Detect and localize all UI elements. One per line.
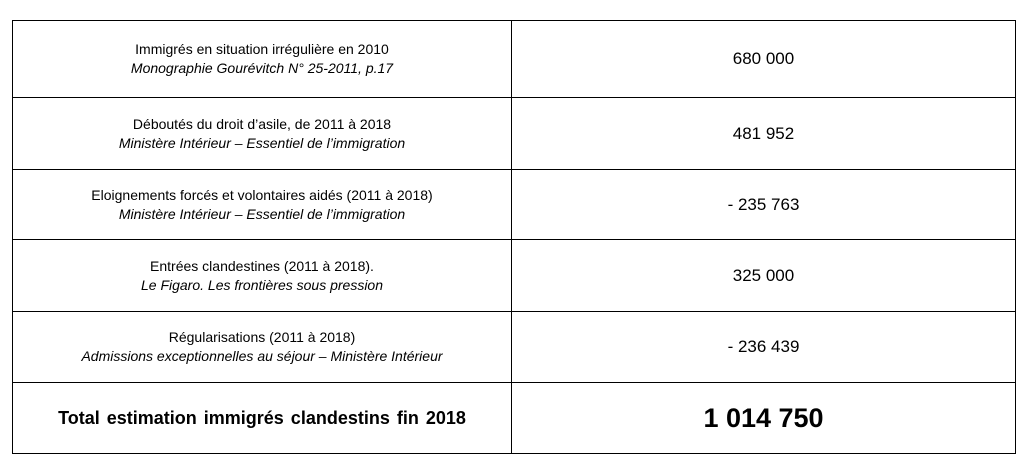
row-value: 680 000 (732, 49, 795, 68)
row-value-cell (512, 98, 1016, 170)
table-row (13, 21, 1016, 98)
row-value-cell (512, 240, 1016, 312)
row-source: Ministère Intérieur – Essentiel de l’immigration (118, 205, 406, 222)
table-row (13, 312, 1016, 383)
row-label: Entrées clandestines (2011 à 2018). (150, 257, 374, 274)
row-source: Le Figaro. Les frontières sous pression (140, 276, 383, 293)
row-label-cell (13, 21, 512, 98)
row-label: Déboutés du droit d’asile, de 2011 à 2018 (132, 115, 392, 132)
row-value-cell (512, 312, 1016, 383)
total-label: Total estimation immigrés clandestins fin 2018 (58, 407, 466, 428)
total-value-cell (512, 383, 1016, 454)
row-label-cell (13, 312, 512, 383)
row-source: Ministère Intérieur – Essentiel de l’immigration (118, 134, 406, 151)
row-label-cell (13, 98, 512, 170)
row-label: Immigrés en situation irrégulière en 2010 (135, 41, 389, 57)
row-label-cell (13, 170, 512, 240)
total-value: 1 014 750 (703, 402, 824, 433)
row-value: - 236 439 (727, 337, 800, 356)
row-label: Eloignements forcés et volontaires aidés (2011 à 2018) (91, 186, 433, 203)
row-source: Admissions exceptionnelles au séjour – Ministère Intérieur (81, 348, 443, 364)
row-value: - 235 763 (727, 194, 800, 214)
row-value: 481 952 (732, 123, 795, 143)
total-label-cell (13, 383, 512, 454)
total-row (13, 383, 1016, 454)
row-source: Monographie Gourévitch N° 25-2011, p.17 (130, 60, 394, 76)
row-label: Régularisations (2011 à 2018) (168, 329, 356, 345)
immigration-estimate-table (12, 20, 1016, 454)
row-value: 325 000 (732, 265, 795, 285)
table-row (13, 240, 1016, 312)
table-row (13, 98, 1016, 170)
table-row (13, 170, 1016, 240)
row-value-cell (512, 170, 1016, 240)
row-label-cell (13, 240, 512, 312)
row-value-cell (512, 21, 1016, 98)
